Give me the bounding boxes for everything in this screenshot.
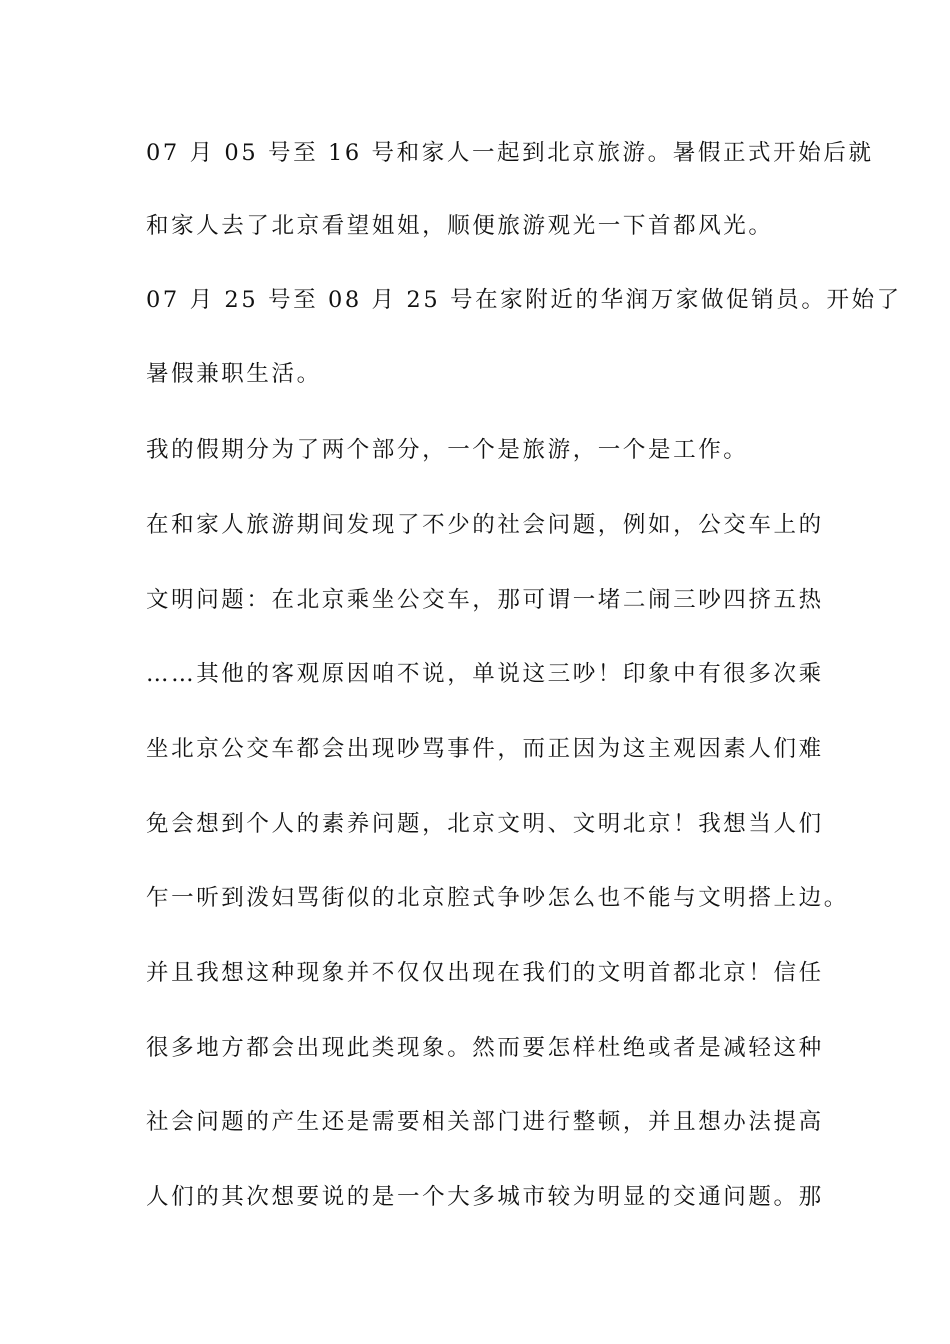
text-line-14: 社会问题的产生还是需要相关部门进行整顿，并且想办法提高 xyxy=(146,1109,824,1135)
text-line-1: 07 月 05 号至 16 号和家人一起到北京旅游。暑假正式开始后就 xyxy=(146,140,874,166)
text-line-6: 在和家人旅游期间发现了不少的社会问题，例如，公交车上的 xyxy=(146,512,824,538)
text-line-9: 坐北京公交车都会出现吵骂事件，而正因为这主观因素人们难 xyxy=(146,736,824,762)
text-line-8: ……其他的客观原因咱不说，单说这三吵！印象中有很多次乘 xyxy=(146,661,824,687)
text-line-5: 我的假期分为了两个部分，一个是旅游，一个是工作。 xyxy=(146,437,749,463)
text-line-3: 07 月 25 号至 08 月 25 号在家附近的华润万家做促销员。开始了 xyxy=(146,287,902,313)
text-line-11: 乍一听到泼妇骂街似的北京腔式争吵怎么也不能与文明搭上边。 xyxy=(146,885,849,911)
text-line-13: 很多地方都会出现此类现象。然而要怎样杜绝或者是减轻这种 xyxy=(146,1035,824,1061)
text-line-15: 人们的其次想要说的是一个大多城市较为明显的交通问题。那 xyxy=(146,1184,824,1210)
text-line-10: 免会想到个人的素养问题，北京文明、文明北京！我想当人们 xyxy=(146,811,824,837)
text-line-4: 暑假兼职生活。 xyxy=(146,361,322,387)
text-line-7: 文明问题：在北京乘坐公交车，那可谓一堵二闹三吵四挤五热 xyxy=(146,587,824,613)
text-line-12: 并且我想这种现象并不仅仅出现在我们的文明首都北京！信任 xyxy=(146,960,824,986)
text-line-2: 和家人去了北京看望姐姐，顺便旅游观光一下首都风光。 xyxy=(146,213,774,239)
